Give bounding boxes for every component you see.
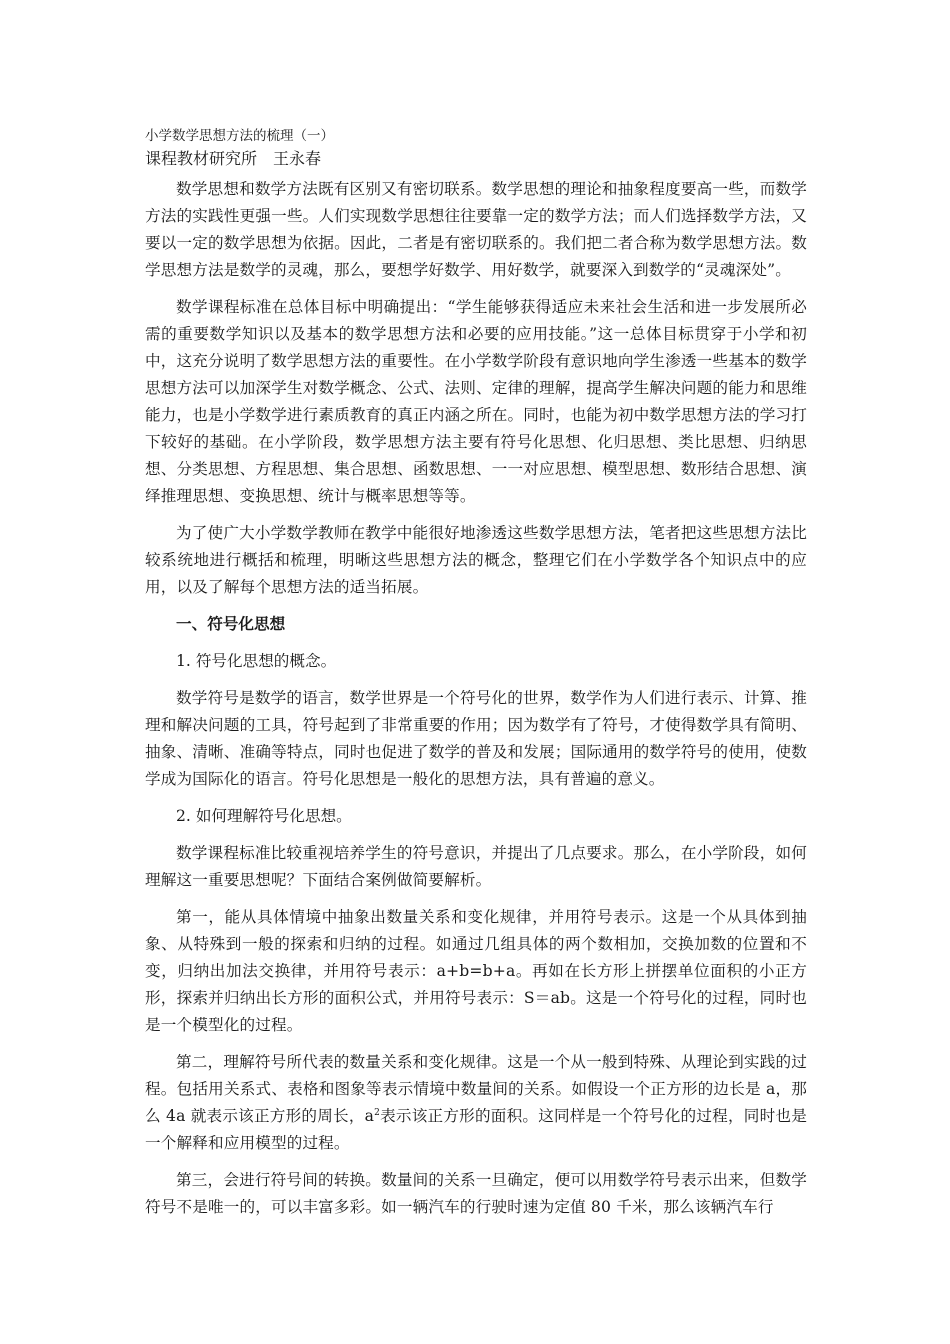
intro-paragraph-2: 数学课程标准在总体目标中明确提出：“学生能够获得适应未来社会生活和进一步发展所必需的重要数学知识以及基本的数学思想方法和必要的应用技能。”这一总体目标贯穿于小学和初中，这充分说明了数学思想方法的重要性。在小学数学阶段有意识地向学生渗透一些基本的数学思想方法可以加深学生对数学概念、公式、法则、定律的理解，提高学生解决问题的能力和思维能力，也是小学数学进行素质教育的真正内涵之所在。同时，也能为初中数学思想方法的学习打下较好的基础。在小学阶段，数学思想方法主要有符号化思想、化归思想、类比思想、归纳思想、分类思想、方程思想、集合思想、函数思想、一一对应思想、模型思想、数形结合思想、演绎推理思想、变换思想、统计与概率思想等等。: [145, 298, 807, 505]
section-heading-symbolization: 一、符号化思想: [176, 615, 286, 633]
concept-paragraph: 数学符号是数学的语言，数学世界是一个符号化的世界，数学作为人们进行表示、计算、推理和解决问题的工具，符号起到了非常重要的作用；因为数学有了符号，才使得数学具有简明、抽象、清晰、准确等特点，同时也促进了数学的普及和发展；国际通用的数学符号的使用，使数学成为国际化的语言。符号化思想是一般化的思想方法，具有普遍的意义。: [145, 689, 807, 788]
document-page: [145, 126, 807, 1231]
point-three-paragraph: 第三，会进行符号间的转换。数量间的关系一旦确定，便可以用数学符号表示出来，但数学符号不是唯一的，可以丰富多彩。如一辆汽车的行驶时速为定值 80 千米，那么该辆汽车行: [145, 1171, 807, 1216]
point-two-text-a: 第二，理解符号所代表的数量关系和变化规律。这是一个从一般到特殊、从理论到实践的过程。包括用关系式、表格和图象等表示情境中数量间的关系。如假设一个正方形的边长是 a，那么 4a 就表示该正方形的周长，a: [145, 1053, 807, 1125]
intro-paragraph-3: 为了使广大小学数学教师在教学中能很好地渗透这些数学思想方法，笔者把这些思想方法比较系统地进行概括和梳理，明晰这些思想方法的概念，整理它们在小学数学各个知识点中的应用，以及了解每个思想方法的适当拓展。: [145, 524, 807, 596]
subheading-understanding: 2. 如何理解符号化思想。: [176, 807, 352, 825]
intro-paragraph-1: 数学思想和数学方法既有区别又有密切联系。数学思想的理论和抽象程度要高一些，而数学方法的实践性更强一些。人们实现数学思想往往要靠一定的数学方法；而人们选择数学方法，又要以一定的数学思想为依据。因此，二者是有密切联系的。我们把二者合称为数学思想方法。数学思想方法是数学的灵魂，那么，要想学好数学、用好数学，就要深入到数学的“灵魂深处”。: [145, 180, 807, 279]
superscript-two: 2: [374, 1107, 380, 1118]
subheading-concept: 1. 符号化思想的概念。: [176, 652, 337, 670]
point-one-paragraph: 第一，能从具体情境中抽象出数量关系和变化规律，并用符号表示。这是一个从具体到抽象、从特殊到一般的探索和归纳的过程。如通过几组具体的两个数相加，交换加数的位置和不变，归纳出加法交换律，并用符号表示：a+b=b+a。再如在长方形上拼摆单位面积的小正方形，探索并归纳出长方形的面积公式，并用符号表示：S＝ab。这是一个符号化的过程，同时也是一个模型化的过程。: [145, 908, 807, 1034]
document-author: 课程教材研究所 王永春: [145, 149, 322, 168]
document-title: 小学数学思想方法的梳理（一）: [145, 128, 334, 144]
point-two-paragraph: [145, 1049, 807, 1157]
understanding-intro-paragraph: 数学课程标准比较重视培养学生的符号意识，并提出了几点要求。那么，在小学阶段，如何理解这一重要思想呢？下面结合案例做简要解析。: [145, 844, 807, 889]
point-two-text-b: 表示该正方形的面积。这同样是一个符号化的过程，同时也是一个解释和应用模型的过程。: [145, 1107, 807, 1152]
